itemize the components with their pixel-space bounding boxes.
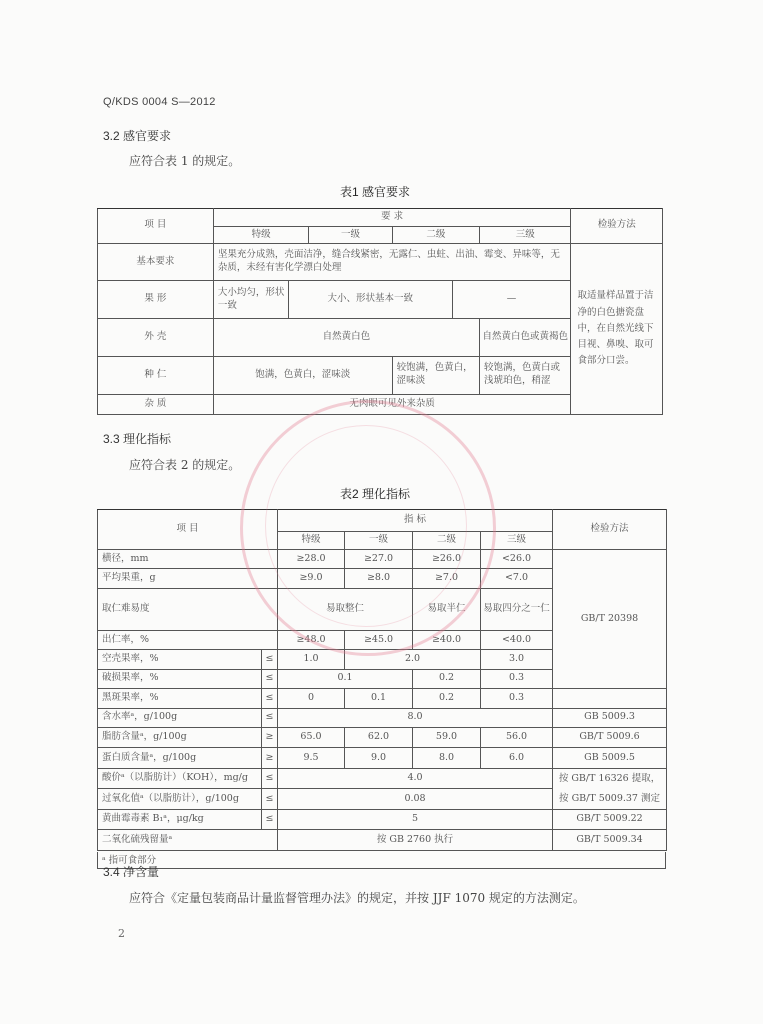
t2-cell: ≥8.0 xyxy=(345,569,413,588)
t2-cell: 按 GB 2760 执行 xyxy=(278,830,553,851)
table1-caption: 表1 感官要求 xyxy=(340,185,411,199)
t2-cell: 4.0 xyxy=(278,768,553,789)
t2-method: GB 5009.5 xyxy=(553,748,667,769)
section-3-3-text: 应符合表 2 的规定。 xyxy=(129,458,241,472)
t1-header-item: 项 目 xyxy=(98,209,214,244)
t2-cell: 0.1 xyxy=(278,669,413,688)
t2-grade-2: 二级 xyxy=(413,531,481,549)
t2-row-broken: 破损果率，% xyxy=(98,669,262,688)
t2-header-index: 指 标 xyxy=(278,510,553,532)
t1-row-shape-name: 果 形 xyxy=(98,281,214,319)
document-code: Q/KDS 0004 S—2012 xyxy=(103,96,216,108)
table2-footnote: ᵃ 指可食部分 xyxy=(97,852,666,869)
t2-row-fat: 脂肪含量ᵃ，g/100g xyxy=(98,727,262,748)
t1-row-kernel-c2: 较饱满，色黄白，涩味淡 xyxy=(392,356,479,394)
section-3-4-text: 应符合《定量包装商品计量监督管理办法》的规定，并按 JJF 1070 规定的方法测定。 xyxy=(129,891,585,905)
t2-cell: 0.2 xyxy=(413,689,481,708)
t2-sym: ≤ xyxy=(262,650,278,669)
t1-method-text: 取适量样品置于洁净的白色搪瓷盘中，在自然光线下目视、鼻嗅、取可食部分口尝。 xyxy=(571,243,663,414)
t1-header-requirement: 要 求 xyxy=(213,209,571,227)
t1-row-impurity-name: 杂 质 xyxy=(98,394,214,414)
t2-sym: ≥ xyxy=(262,727,278,748)
t2-row-diameter: 横径，mm xyxy=(98,549,278,568)
t2-cell: 易取四分之一仁 xyxy=(481,588,553,630)
table1-sensory xyxy=(97,208,663,415)
page-number: 2 xyxy=(118,927,125,940)
t2-cell: 易取整仁 xyxy=(278,588,413,630)
t2-cell: <7.0 xyxy=(481,569,553,588)
t2-row-black-spot: 黑斑果率，% xyxy=(98,689,262,708)
table2-physicochemical xyxy=(97,509,666,851)
t2-cell: ≥45.0 xyxy=(345,630,413,649)
t2-row-acid-value: 酸价ᵃ（以脂肪计）（KOH），mg/g xyxy=(98,768,262,789)
t2-cell: 8.0 xyxy=(278,708,553,727)
t2-cell: ≥28.0 xyxy=(278,549,345,568)
t1-row-impurity-c1: 无肉眼可见外来杂质 xyxy=(213,394,571,414)
t2-method: GB/T 5009.6 xyxy=(553,727,667,748)
t2-row-empty-shell: 空壳果率，% xyxy=(98,650,262,669)
t1-row-shape-premium: 大小均匀，形状一致 xyxy=(213,281,288,319)
t1-row-basic-name: 基本要求 xyxy=(98,243,214,281)
t1-grade-3: 三级 xyxy=(480,227,571,243)
t1-row-shell-c2: 自然黄白色或黄褐色 xyxy=(480,319,571,357)
t1-row-kernel-name: 种 仁 xyxy=(98,356,214,394)
t2-cell: <40.0 xyxy=(481,630,553,649)
t2-row-kernel-rate: 出仁率，% xyxy=(98,630,278,649)
section-3-2-title: 3.2 感官要求 xyxy=(103,129,172,143)
t2-cell: 0.2 xyxy=(413,669,481,688)
t2-cell: 2.0 xyxy=(345,650,481,669)
t2-sym: ≥ xyxy=(262,748,278,769)
t2-row-kernel-ease: 取仁难易度 xyxy=(98,588,278,630)
t2-cell: 8.0 xyxy=(413,748,481,769)
t2-grade-3: 三级 xyxy=(481,531,553,549)
t2-cell: ≥9.0 xyxy=(278,569,345,588)
t2-method: GB/T 5009.22 xyxy=(553,809,667,830)
t2-sym: ≤ xyxy=(262,689,278,708)
t1-row-kernel-c3: 较饱满，色黄白或浅琥珀色，稍涩 xyxy=(480,356,571,394)
t2-cell: 0 xyxy=(278,689,345,708)
t2-cell: 6.0 xyxy=(481,748,553,769)
t2-method: GB 5009.3 xyxy=(553,708,667,727)
t2-grade-premium: 特级 xyxy=(278,531,345,549)
t2-row-peroxide: 过氧化值ᵃ（以脂肪计），g/100g xyxy=(98,789,262,810)
t2-cell: <26.0 xyxy=(481,549,553,568)
t2-sym: ≤ xyxy=(262,708,278,727)
t2-cell: 9.5 xyxy=(278,748,345,769)
t2-sym: ≤ xyxy=(262,768,278,789)
t2-row-weight: 平均果重，g xyxy=(98,569,278,588)
t1-row-shape-grade3: — xyxy=(452,281,571,319)
t2-method: 按 GB/T 16326 提取， xyxy=(553,768,667,789)
t2-row-sulfur-dioxide: 二氧化硫残留量ᵃ xyxy=(98,830,278,851)
t1-row-shell-name: 外 壳 xyxy=(98,319,214,357)
section-3-2-text: 应符合表 1 的规定。 xyxy=(129,154,241,168)
t2-cell: 59.0 xyxy=(413,727,481,748)
t2-method-empty xyxy=(553,689,667,708)
t2-sym: ≤ xyxy=(262,789,278,810)
t2-method: 按 GB/T 5009.37 测定 xyxy=(553,789,667,810)
t2-cell: ≥26.0 xyxy=(413,549,481,568)
t2-sym: ≤ xyxy=(262,669,278,688)
section-3-4-title: 3.4 净含量 xyxy=(103,865,160,879)
t2-cell: 0.3 xyxy=(481,689,553,708)
t2-cell: ≥7.0 xyxy=(413,569,481,588)
t2-cell: ≥48.0 xyxy=(278,630,345,649)
t1-row-shape-grade12: 大小、形状基本一致 xyxy=(289,281,453,319)
t2-cell: 9.0 xyxy=(345,748,413,769)
t2-row-aflatoxin: 黄曲霉毒素 B₁ᵃ，μg/kg xyxy=(98,809,262,830)
t1-grade-1: 一级 xyxy=(309,227,392,243)
t2-cell: 0.1 xyxy=(345,689,413,708)
t1-grade-premium: 特级 xyxy=(213,227,309,243)
t2-sym: ≤ xyxy=(262,809,278,830)
t1-row-kernel-c1: 饱满，色黄白，涩味淡 xyxy=(213,356,392,394)
t2-header-item: 项 目 xyxy=(98,510,278,550)
t2-method: GB/T 5009.34 xyxy=(553,830,667,851)
t1-row-basic-text: 坚果充分成熟，壳面洁净，缝合线紧密，无露仁、虫蛀、出油、霉变、异味等，无杂质，未经有害化学漂白处理 xyxy=(213,243,571,281)
t2-cell: 65.0 xyxy=(278,727,345,748)
t2-row-moisture: 含水率ᵃ，g/100g xyxy=(98,708,262,727)
t2-cell: 1.0 xyxy=(278,650,345,669)
t2-cell: 易取半仁 xyxy=(413,588,481,630)
t1-row-shell-c1: 自然黄白色 xyxy=(213,319,479,357)
t2-cell: 62.0 xyxy=(345,727,413,748)
t2-row-protein: 蛋白质含量ᵃ，g/100g xyxy=(98,748,262,769)
t2-method-gb20398: GB/T 20398 xyxy=(553,549,667,688)
t2-grade-1: 一级 xyxy=(345,531,413,549)
table2-caption: 表2 理化指标 xyxy=(340,487,411,501)
t2-cell: 3.0 xyxy=(481,650,553,669)
t2-cell: 0.08 xyxy=(278,789,553,810)
section-3-3-title: 3.3 理化指标 xyxy=(103,432,172,446)
t2-cell: 0.3 xyxy=(481,669,553,688)
t2-cell: ≥40.0 xyxy=(413,630,481,649)
t1-grade-2: 二级 xyxy=(392,227,479,243)
t2-cell: ≥27.0 xyxy=(345,549,413,568)
t1-header-method: 检验方法 xyxy=(571,209,663,244)
t2-cell: 56.0 xyxy=(481,727,553,748)
t2-header-method: 检验方法 xyxy=(553,510,667,550)
t2-cell: 5 xyxy=(278,809,553,830)
